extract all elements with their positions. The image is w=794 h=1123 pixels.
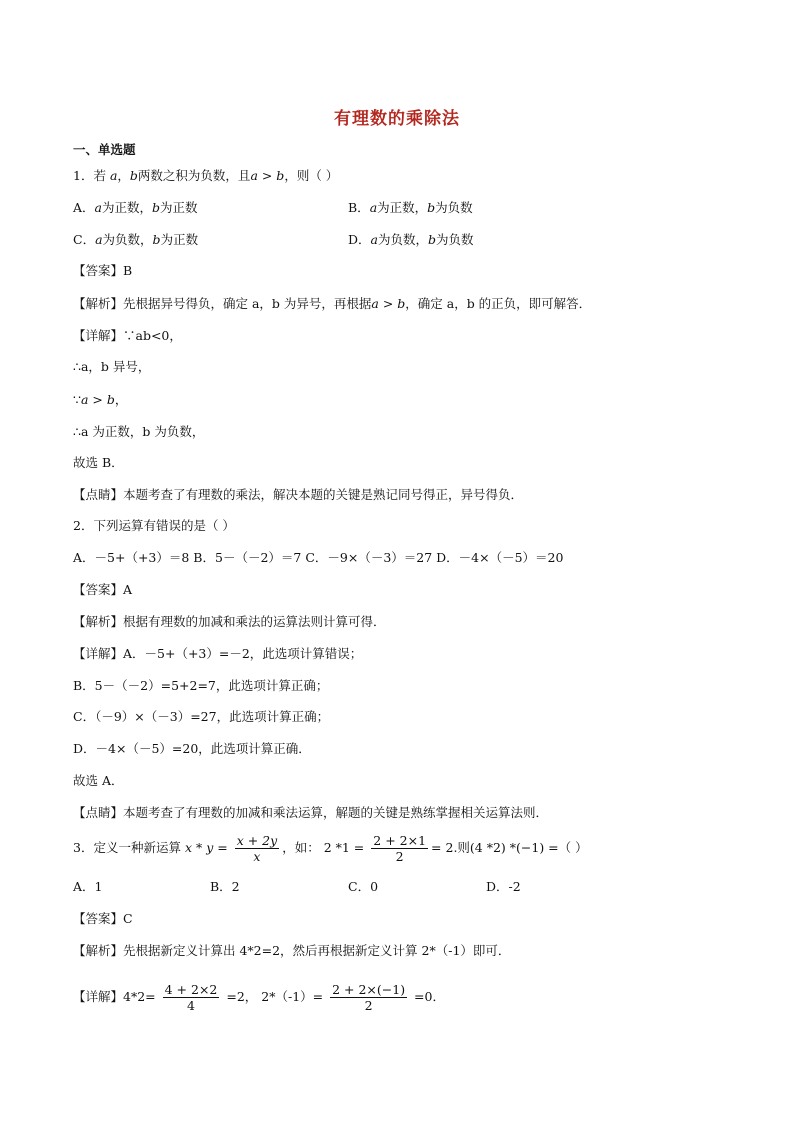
fraction-denominator: 2 — [364, 998, 373, 1013]
q3-option-b: B．2 — [210, 879, 240, 894]
q1-inequality: a > b — [250, 168, 285, 183]
q1-option-d — [348, 231, 474, 249]
fraction-numerator: 2 + 2×1 — [373, 833, 427, 848]
q1-answer: 【答案】B — [73, 263, 133, 278]
option-label: A． — [73, 200, 95, 215]
q2-detail-5: 故选 A． — [73, 773, 124, 788]
q3-example-result: = 2 — [431, 840, 454, 855]
detail-text: 【详解】4*2= — [73, 989, 156, 1004]
q2-analysis: 【解析】根据有理数的加减和乘法的运算法则计算可得． — [73, 614, 386, 629]
q3-stem-text: 3．定义一种新运算 — [73, 840, 181, 855]
q1-detail-1: 【详解】∵ab<0， — [73, 328, 182, 343]
section-heading: 一、单选题 — [73, 142, 136, 157]
q3-detail — [73, 978, 445, 1016]
q3-example-lhs: 2 *1 = — [323, 840, 365, 855]
analysis-inequality: a > b — [371, 296, 406, 311]
option-text: 为正数 — [160, 200, 198, 215]
q3-definition-fraction — [235, 833, 280, 864]
detail-text: ， — [114, 392, 128, 407]
detail-text: =2， 2*（-1）= — [222, 989, 328, 1004]
fraction-denominator: 4 — [187, 998, 195, 1013]
detail-text: =0． — [410, 989, 445, 1004]
q1-stem-text: ， — [117, 168, 130, 183]
option-text: 为负数 — [436, 232, 474, 247]
option-text: 为负数， — [102, 232, 153, 247]
q3-question-expr: (4 *2) *(−1) = — [469, 840, 559, 855]
q1-stem — [73, 167, 338, 185]
q3-detail-fraction-1 — [163, 982, 220, 1013]
q1-stem-text: 1．若 — [73, 168, 110, 183]
detail-inequality: a > b — [80, 392, 115, 407]
option-var: b — [428, 232, 437, 247]
fraction-denominator: 2 — [395, 849, 404, 864]
option-var: b — [152, 232, 161, 247]
q2-detail-4: D．－4×（－5）=20，此选项计算正确． — [73, 741, 311, 756]
option-text: 为负数， — [377, 232, 428, 247]
q3-option-c: C．0 — [348, 879, 379, 894]
q1-analysis — [73, 295, 591, 313]
q3-answer: 【答案】C — [73, 911, 133, 926]
q1-option-a — [73, 199, 198, 217]
q2-comment: 【点睛】本题考查了有理数的加减和乘法运算，解题的关键是熟练掌握相关运算法则． — [73, 805, 549, 820]
q2-stem: 2．下列运算有错误的是（ ） — [73, 518, 235, 533]
option-text: 为正数 — [160, 232, 199, 247]
option-text: 为正数， — [101, 200, 152, 215]
option-label: D． — [348, 232, 371, 247]
option-text: 为负数 — [435, 200, 473, 215]
q1-stem-text: 两数之积为负数，且 — [137, 168, 251, 183]
option-var: a — [370, 232, 378, 247]
q2-detail-2: B．5－（－2）=5+2=7，此选项计算正确； — [73, 678, 329, 693]
q1-var-a: a — [109, 168, 118, 183]
fraction-numerator: x + 2y — [236, 833, 278, 848]
q1-detail-4: ∴a 为正数，b 为负数， — [73, 424, 205, 439]
q3-stem-text: .则 — [453, 840, 470, 855]
option-var: b — [152, 200, 161, 215]
analysis-text: 【解析】先根据异号得负，确定 a，b 为异号，再根据 — [73, 296, 372, 311]
q1-option-b — [348, 199, 473, 217]
analysis-text: ，确定 a，b 的正负，即可解答． — [405, 296, 592, 311]
q3-option-d: D．-2 — [486, 879, 521, 894]
q3-definition-lhs: x * y = — [184, 840, 228, 855]
q1-comment: 【点睛】本题考查了有理数的乘法，解决本题的关键是熟记同号得正，异号得负． — [73, 487, 524, 502]
option-text: 为正数， — [377, 200, 428, 215]
q3-stem-text: ，如： — [282, 840, 320, 855]
q2-detail-3: C．（－9）×（－3）=27，此选项计算正确； — [73, 709, 330, 724]
option-var: b — [427, 200, 436, 215]
q2-answer: 【答案】A — [73, 582, 133, 597]
fraction-denominator: x — [253, 849, 261, 864]
q1-stem-text: ，则（ ） — [284, 168, 339, 183]
q1-var-b: b — [129, 168, 138, 183]
q1-option-c — [73, 231, 198, 249]
option-var: a — [369, 200, 378, 215]
fraction-numerator: 4 + 2×2 — [164, 982, 218, 997]
q3-option-a: A．1 — [73, 879, 103, 894]
q3-stem-text: （ ） — [558, 840, 588, 855]
option-var: a — [95, 232, 103, 247]
q1-detail-3 — [73, 391, 127, 409]
detail-text: ∵ — [73, 392, 81, 407]
q3-stem — [73, 830, 588, 866]
q2-detail-1: 【详解】A．－5+（+3）=－2，此选项计算错误； — [73, 646, 363, 661]
q3-example-fraction — [371, 833, 428, 864]
q1-detail-2: ∴a，b 异号， — [73, 359, 151, 374]
fraction-numerator: 2 + 2×(−1) — [332, 982, 406, 997]
q2-options: A．－5+（+3）＝8 B．5－（－2）＝7 C．－9×（－3）＝27 D．－4×（－5）＝20 — [73, 550, 564, 565]
option-label: C． — [73, 232, 96, 247]
option-label: B． — [348, 200, 370, 215]
q3-detail-fraction-2 — [330, 982, 407, 1013]
page-title: 有理数的乘除法 — [334, 109, 460, 129]
q1-detail-5: 故选 B． — [73, 455, 124, 470]
option-var: a — [94, 200, 102, 215]
q3-analysis: 【解析】先根据新定义计算出 4*2=2，然后再根据新定义计算 2*（-1）即可． — [73, 943, 511, 958]
